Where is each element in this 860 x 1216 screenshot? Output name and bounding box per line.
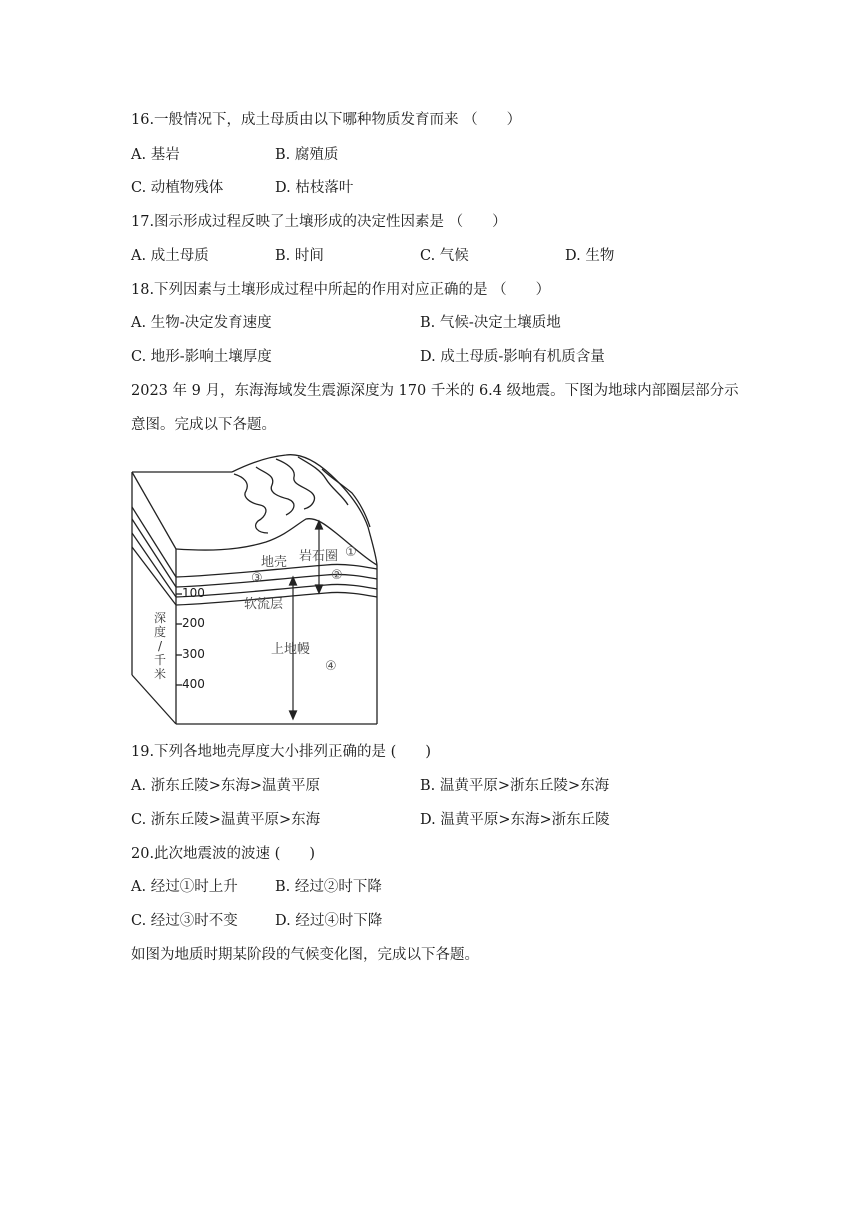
q20-option-d: D. 经过④时下降: [275, 913, 383, 929]
q18-option-a: A. 生物-决定发育速度: [131, 315, 272, 331]
q16-option-b: B. 腐殖质: [275, 147, 339, 163]
label-crust: 地壳: [261, 555, 288, 570]
q18-option-b: B. 气候-决定土壤质地: [420, 315, 561, 331]
intro-earthquake-line1: 2023 年 9 月，东海海域发生震源深度为 170 千米的 6.4 级地震。下图为地球内部圈层部分示: [131, 383, 739, 399]
intro-climate-line1: 如图为地质时期某阶段的气候变化图，完成以下各题。: [131, 947, 479, 963]
q16-option-a: A. 基岩: [131, 147, 180, 163]
q18-option-c: C. 地形-影响土壤厚度: [131, 349, 272, 365]
q19-option-a: A. 浙东丘陵>东海>温黄平原: [131, 778, 320, 794]
q17-stem: 17.图示形成过程反映了土壤形成的决定性因素是 （ ）: [131, 214, 507, 230]
q19-option-c: C. 浙东丘陵>温黄平原>东海: [131, 812, 321, 828]
q17-option-d: D. 生物: [565, 248, 615, 264]
label-marker-3: ③: [251, 571, 263, 586]
intro-earthquake-line2: 意图。完成以下各题。: [131, 417, 276, 433]
label-marker-4: ④: [325, 659, 337, 674]
q16-stem: 16.一般情况下，成土母质由以下哪种物质发育而来 （ ）: [131, 112, 522, 128]
q20-stem: 20.此次地震波的波速 ( ): [131, 846, 315, 862]
depth-tick-100: 100: [182, 586, 205, 600]
q19-option-d: D. 温黄平原>东海>浙东丘陵: [420, 812, 610, 828]
label-marker-2: ②: [331, 568, 343, 583]
q17-option-c: C. 气候: [420, 248, 469, 264]
depth-tick-300: 300: [182, 647, 205, 661]
q18-option-d: D. 成土母质-影响有机质含量: [420, 349, 605, 365]
depth-tick-400: 400: [182, 677, 205, 691]
earth-interior-diagram: [126, 447, 386, 732]
q16-option-c: C. 动植物残体: [131, 180, 224, 196]
label-upper-mantle: 上地幔: [271, 642, 311, 657]
label-asthenosphere: 软流层: [244, 597, 284, 612]
q19-option-b: B. 温黄平原>浙东丘陵>东海: [420, 778, 610, 794]
depth-tick-200: 200: [182, 616, 205, 630]
label-lithosphere: 岩石圈: [299, 549, 339, 564]
q20-option-a: A. 经过①时上升: [131, 879, 238, 895]
q20-option-b: B. 经过②时下降: [275, 879, 382, 895]
label-marker-1: ①: [345, 545, 357, 560]
q17-option-a: A. 成土母质: [131, 248, 209, 264]
q17-option-b: B. 时间: [275, 248, 324, 264]
q16-option-d: D. 枯枝落叶: [275, 180, 354, 196]
q20-option-c: C. 经过③时不变: [131, 913, 238, 929]
q18-stem: 18.下列因素与土壤形成过程中所起的作用对应正确的是 （ ）: [131, 282, 551, 298]
q19-stem: 19.下列各地地壳厚度大小排列正确的是 ( ): [131, 744, 431, 760]
depth-axis-label: 深 度 / 千 米: [153, 611, 166, 681]
